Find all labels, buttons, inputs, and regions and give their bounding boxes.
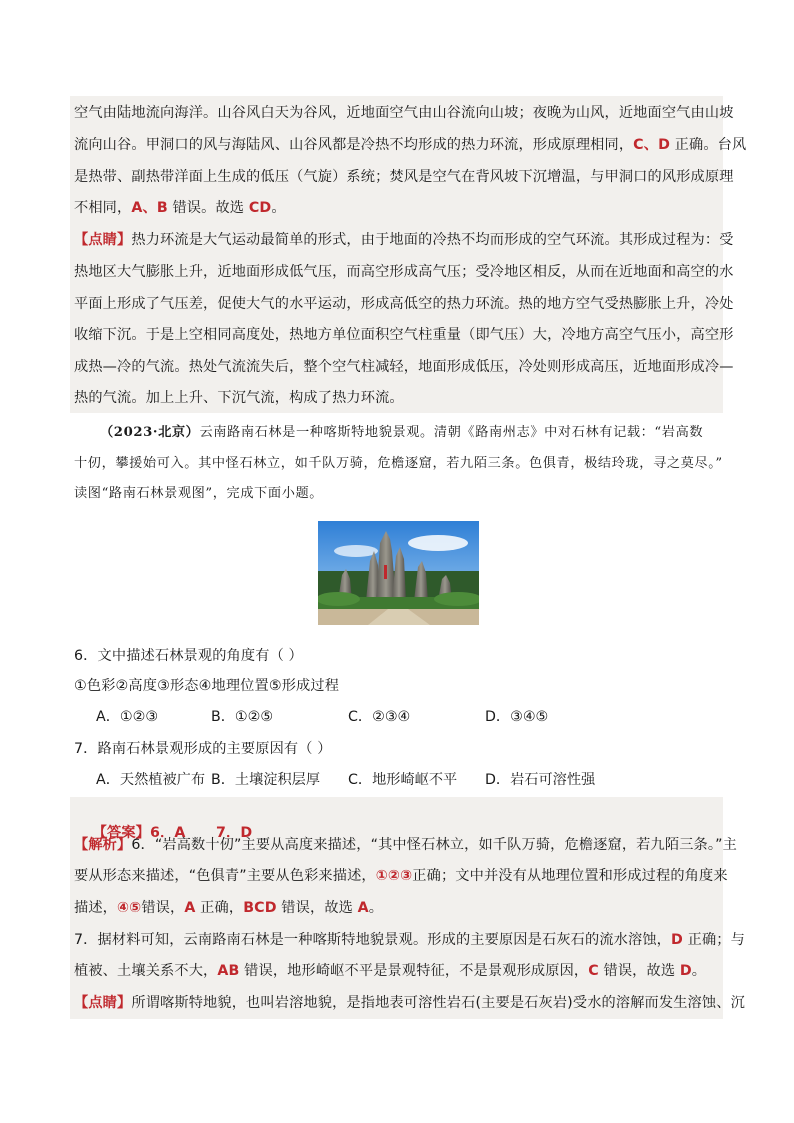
text: 。	[691, 963, 707, 979]
passage-line-3: 读图“路南石林景观图”，完成下面小题。	[74, 486, 324, 501]
text: 错误，地形崎岖不平是景观特征，不是景观形成原因，	[239, 963, 589, 979]
comment1-line-5: 成热—冷的气流。热处气流流失后，整个空气柱减轻，地面形成低压，冷处则形成高压，近地面形成冷—	[74, 359, 734, 375]
q7-option-b[interactable]: B．土壤淀积层厚	[211, 772, 321, 788]
passage-line-2: 十仞，攀援始可入。其中怪石林立，如千队万骑，危檐逐窟，若九陌三条。色俱青，极结玲珑，寻之莫尽。”	[74, 456, 723, 471]
text: 7．据材料可知，云南路南石林是一种喀斯特地貌景观。形成的主要原因是石灰石的流水溶蚀，	[74, 932, 672, 948]
keyword: AB	[217, 963, 240, 979]
q7-option-c[interactable]: C．地形崎岖不平	[348, 772, 458, 788]
keyword: D	[679, 963, 692, 979]
q6-option-a[interactable]: A．①②③	[96, 709, 159, 725]
text: 。	[271, 200, 286, 216]
analysis-line-2	[74, 866, 728, 886]
analysis-line-5	[74, 961, 706, 981]
source-tag: （2023·北京）	[100, 425, 200, 440]
text: 热力环流是大气运动最简单的形式，由于地面的冷热不均而形成的空气环流。其形成过程为：受	[131, 232, 734, 248]
comment-tag: 【点睛】	[74, 995, 132, 1011]
q6-stem: 6．文中描述石林景观的角度有（ ）	[74, 648, 303, 664]
text: 错误，故选	[598, 963, 680, 979]
keyword: C、D	[633, 137, 670, 153]
text: 描述，	[74, 900, 118, 916]
text: 正确；与	[682, 932, 745, 948]
text: 要从形态来描述，“色俱青”主要从色彩来描述，	[74, 868, 376, 884]
q6-items: ①色彩②高度③形态④地理位置⑤形成过程	[74, 678, 340, 694]
text: 。	[368, 900, 384, 916]
keyword: C	[588, 963, 599, 979]
explanation-line-1: 空气由陆地流向海洋。山谷风白天为谷风，近地面空气由山谷流向山坡；夜晚为山风，近地面空气由山坡	[74, 105, 734, 121]
keyword: A	[357, 900, 369, 916]
text: 流向山谷。甲洞口的风与海陆风、山谷风都是冷热不均形成的热力环流，形成原理相同，	[74, 137, 634, 153]
stone-forest-photo	[318, 521, 479, 625]
explanation-line-3: 是热带、副热带洋面上生成的低压（气旋）系统；焚风是空气在背风坡下沉增温，与甲洞口的风形成原理	[74, 169, 734, 185]
text: 云南路南石林是一种喀斯特地貌景观。清朝《路南州志》中对石林有记载：“岩高数	[199, 425, 704, 440]
keyword: CD	[248, 200, 272, 216]
q7-stem: 7．路南石林景观形成的主要原因有（ ）	[74, 741, 332, 757]
text: 正确。台风	[670, 137, 747, 153]
comment1-line-4: 收缩下沉。于是上空相同高度处，热地方单位面积空气柱重量（即气压）大，冷地方高空气压小，高空形	[74, 327, 734, 343]
text: 错误。故选	[167, 200, 249, 216]
comment1-line-1	[74, 230, 734, 250]
answer-text: 6．A 7．D	[150, 825, 253, 841]
analysis-tag: 【解析】	[74, 837, 132, 853]
analysis-line-4	[74, 930, 745, 950]
text: 错误，故选	[276, 900, 358, 916]
q6-option-b[interactable]: B．①②⑤	[211, 709, 274, 725]
comment1-line-2: 热地区大气膨胀上升，近地面形成低气压，而高空形成高气压；受冷地区相反，从而在近地面和高空的水	[74, 264, 734, 280]
q7-option-a[interactable]: A．天然植被广布	[96, 772, 206, 788]
q7-option-d[interactable]: D．岩石可溶性强	[485, 772, 596, 788]
q6-option-d[interactable]: D．③④⑤	[485, 709, 549, 725]
answer-tag: 【答案】	[92, 825, 150, 841]
analysis-line-1	[74, 835, 737, 855]
comment-tag: 【点睛】	[74, 232, 132, 248]
comment1-line-3: 平面上形成了气压差，促使大气的水平运动，形成高低空的热力环流。热的地方空气受热膨胀上升，冷处	[74, 296, 734, 312]
keyword: ④⑤	[117, 900, 142, 916]
keyword: ①②③	[375, 868, 413, 884]
text: 植被、土壤关系不大，	[74, 963, 218, 979]
comment2-line-1	[74, 993, 745, 1013]
q6-option-c[interactable]: C．②③④	[348, 709, 411, 725]
keyword: A	[184, 900, 196, 916]
text: 6．“岩高数十仞”主要从高度来描述，“其中怪石林立，如千队万骑，危檐逐窟，若九陌三条。”主	[131, 837, 737, 853]
text: 不相同，	[74, 200, 132, 216]
text: 正确，	[195, 900, 244, 916]
keyword: A、B	[131, 200, 168, 216]
text: 所谓喀斯特地貌，也叫岩溶地貌，是指地表可溶性岩石(主要是石灰岩)受水的溶解而发生溶蚀、沉	[131, 995, 745, 1011]
keyword: BCD	[243, 900, 277, 916]
explanation-line-4	[74, 198, 286, 218]
keyword: D	[671, 932, 683, 948]
comment1-line-6: 热的气流。加上上升、下沉气流，构成了热力环流。	[74, 390, 404, 406]
text: 错误，	[141, 900, 185, 916]
explanation-line-2	[74, 135, 746, 155]
analysis-line-3	[74, 898, 383, 918]
text: 正确；文中并没有从地理位置和形成过程的角度来	[412, 868, 728, 884]
passage-line-1	[100, 423, 703, 443]
